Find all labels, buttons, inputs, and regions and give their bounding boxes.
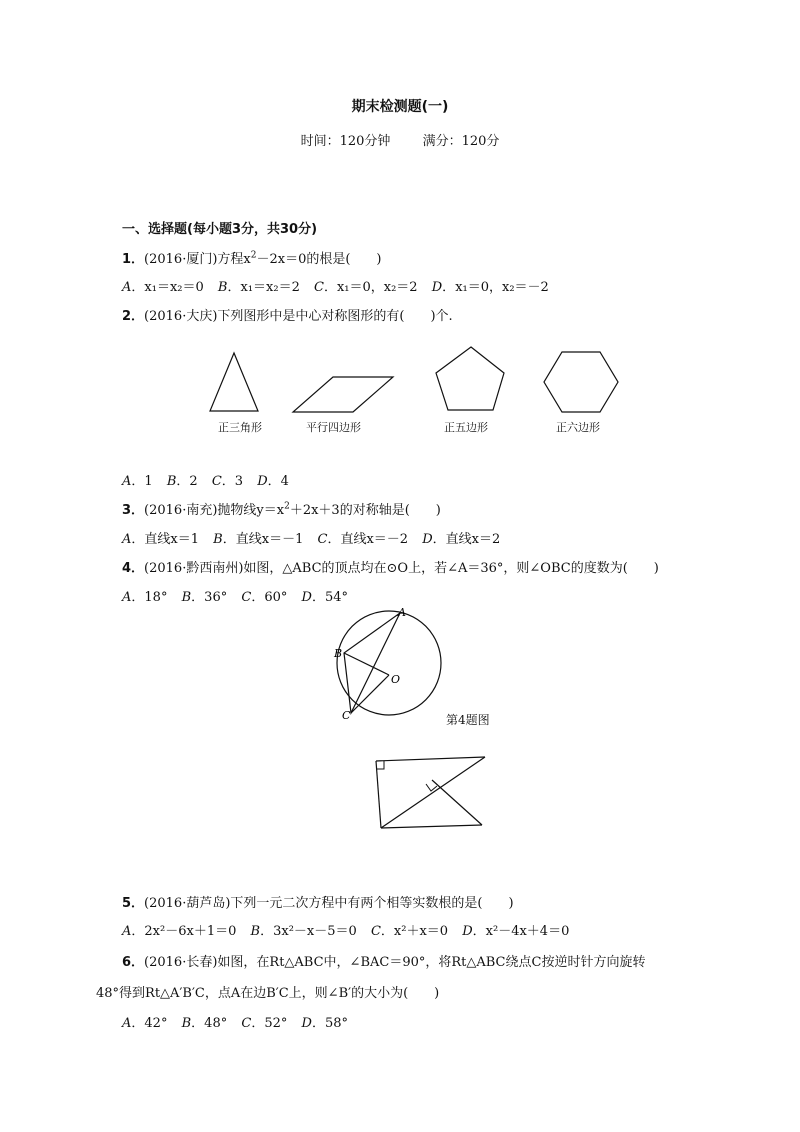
pentagon-shape bbox=[436, 347, 504, 410]
question-2-options: A．1 B．2 C．3 D．4 bbox=[122, 474, 289, 489]
option-letter: D bbox=[462, 924, 473, 939]
point-label-c: C bbox=[342, 709, 351, 720]
option-text: 48° bbox=[204, 1016, 228, 1031]
option-text: 直线x＝2 bbox=[445, 532, 501, 547]
option-text: 3 bbox=[234, 474, 244, 489]
question-2-stem bbox=[122, 305, 453, 324]
question-6-stem-line1 bbox=[122, 951, 645, 970]
option-letter: C bbox=[241, 1016, 252, 1031]
option-letter: C bbox=[317, 532, 328, 547]
right-angle-mark-a1 bbox=[377, 761, 384, 769]
question-6-options: A．42° B．48° C．52° D．58° bbox=[122, 1016, 349, 1031]
hexagon-shape bbox=[544, 352, 618, 412]
point-label-b: B bbox=[334, 647, 343, 660]
question-number: 1． bbox=[122, 252, 145, 267]
option-text: 直线x＝－1 bbox=[235, 532, 304, 547]
segment-b1-c bbox=[381, 757, 485, 828]
option-text: x₁＝x₂＝2 bbox=[240, 280, 300, 295]
shape-label: 平行四边形 bbox=[306, 421, 361, 434]
stem-text: (2016·大庆)下列图形中是中心对称图形的有( )个. bbox=[144, 309, 453, 324]
option-letter: B bbox=[217, 280, 228, 295]
option-text: 54° bbox=[324, 590, 349, 605]
figure-4-circle bbox=[325, 605, 445, 720]
option-text: x₁＝x₂＝0 bbox=[144, 280, 204, 295]
stem-text: －2x＝0的根是( ) bbox=[256, 252, 382, 267]
question-3-options: A．直线x＝1 B．直线x＝－1 C．直线x＝－2 D．直线x＝2 bbox=[122, 532, 501, 547]
stem-text: (2016·南充)抛物线y＝x bbox=[144, 503, 285, 518]
shape-label: 正五边形 bbox=[444, 421, 488, 434]
option-letter: A bbox=[122, 924, 132, 939]
question-5-options: A．2x²－6x＋1＝0 B．3x²－x－5＝0 C．x²＋x＝0 D．x²－4x＋4＝0 bbox=[122, 924, 570, 939]
option-letter: C bbox=[370, 924, 381, 939]
option-letter: B bbox=[213, 532, 223, 547]
option-text: 58° bbox=[324, 1016, 349, 1031]
option-text: 60° bbox=[264, 590, 288, 605]
page-title: 期末检测题(一) bbox=[351, 99, 449, 115]
option-text: 42° bbox=[144, 1016, 168, 1031]
option-letter: A bbox=[122, 1016, 132, 1031]
option-text: x₁＝0，x₂＝－2 bbox=[455, 280, 549, 295]
question-number: 6． bbox=[122, 955, 145, 970]
option-text: 直线x＝1 bbox=[144, 532, 200, 547]
figure-6-triangles bbox=[362, 752, 502, 844]
option-text: x²－4x＋4＝0 bbox=[485, 924, 570, 939]
option-letter: D bbox=[301, 590, 312, 605]
option-text: x₁＝0，x₂＝2 bbox=[336, 280, 418, 295]
right-angle-mark-a bbox=[426, 784, 437, 791]
option-letter: D bbox=[431, 280, 443, 295]
question-number: 5． bbox=[122, 896, 145, 911]
shapes-figure bbox=[190, 340, 640, 420]
option-letter: B bbox=[250, 924, 261, 939]
option-letter: B bbox=[166, 474, 177, 489]
question-5-stem bbox=[122, 892, 514, 911]
question-number: 3． bbox=[122, 503, 145, 518]
option-letter: B bbox=[181, 590, 192, 605]
option-text: 1 bbox=[144, 474, 153, 489]
stem-text: (2016·厦门)方程x bbox=[144, 252, 251, 267]
option-letter: D bbox=[257, 474, 268, 489]
segment-ob bbox=[344, 653, 389, 675]
option-text: 4 bbox=[280, 474, 289, 489]
segment-oc bbox=[351, 675, 389, 713]
option-text: 36° bbox=[204, 590, 228, 605]
option-text: 2x²－6x＋1＝0 bbox=[144, 924, 237, 939]
stem-text: ＋2x＋3的对称轴是( ) bbox=[289, 503, 441, 518]
option-letter: A bbox=[122, 474, 132, 489]
exam-info bbox=[0, 130, 800, 149]
option-letter: D bbox=[422, 532, 433, 547]
option-letter: C bbox=[313, 280, 324, 295]
shape-label: 正三角形 bbox=[218, 421, 262, 434]
option-text: x²＋x＝0 bbox=[393, 924, 449, 939]
triangle-abc bbox=[344, 613, 400, 713]
point-label-a: A bbox=[398, 606, 406, 619]
exam-time: 时间：120分钟 bbox=[300, 134, 391, 149]
stem-text: (2016·葫芦岛)下列一元二次方程中有两个相等实数根的是( ) bbox=[144, 896, 514, 911]
question-6-stem-line2: 48°得到Rt△A′B′C，点A在边B′C上，则∠B′的大小为( ) bbox=[96, 986, 440, 1001]
triangle-shape bbox=[210, 353, 258, 411]
option-letter: C bbox=[241, 590, 252, 605]
option-letter: A bbox=[122, 280, 132, 295]
question-3-stem: 3．(2016·南充)抛物线$y=x^2+2x+3$的对称轴是( ) bbox=[122, 501, 441, 518]
question-number: 2． bbox=[122, 309, 145, 324]
question-1-options: A．x₁＝x₂＝0 B．x₁＝x₂＝2 C．x₁＝0，x₂＝2 D．x₁＝0，x₂＝－2 bbox=[122, 280, 549, 295]
stem-text: (2016·黔西南州)如图，△ABC的顶点均在⊙O上，若∠A＝36°，则∠OBC的度数为( ) bbox=[144, 561, 659, 576]
question-4-stem bbox=[122, 557, 659, 576]
section-heading: 一、选择题(每小题3分，共30分) bbox=[122, 222, 318, 237]
segment-a1-c bbox=[376, 761, 381, 828]
option-text: 3x²－x－5＝0 bbox=[273, 924, 357, 939]
point-label-o: O bbox=[391, 673, 401, 686]
exam-score: 满分：120分 bbox=[422, 134, 500, 149]
question-1-stem: 1．(2016·厦门)方程$x^2-2x=0$的根是( ) bbox=[122, 250, 382, 267]
segment-a-b bbox=[432, 780, 482, 825]
option-text: 直线x＝－2 bbox=[340, 532, 409, 547]
option-text: 2 bbox=[189, 474, 198, 489]
circle-o bbox=[337, 611, 441, 715]
question-number: 4． bbox=[122, 561, 145, 576]
option-letter: A bbox=[122, 532, 132, 547]
shape-label: 正六边形 bbox=[556, 421, 600, 434]
parallelogram-shape bbox=[293, 377, 393, 412]
stem-text: (2016·长春)如图，在Rt△ABC中，∠BAC＝90°，将Rt△ABC绕点C按逆时针方向旋转 bbox=[144, 955, 646, 970]
option-text: 18° bbox=[144, 590, 168, 605]
segment-c-b bbox=[381, 825, 482, 828]
option-letter: C bbox=[211, 474, 222, 489]
option-letter: B bbox=[181, 1016, 192, 1031]
option-letter: D bbox=[301, 1016, 312, 1031]
question-4-options: A．18° B．36° C．60° D．54° bbox=[122, 590, 349, 605]
segment-a1-b1 bbox=[376, 757, 485, 761]
option-letter: A bbox=[122, 590, 132, 605]
figure-4-caption: 第4题图 bbox=[446, 713, 490, 727]
option-text: 52° bbox=[264, 1016, 288, 1031]
